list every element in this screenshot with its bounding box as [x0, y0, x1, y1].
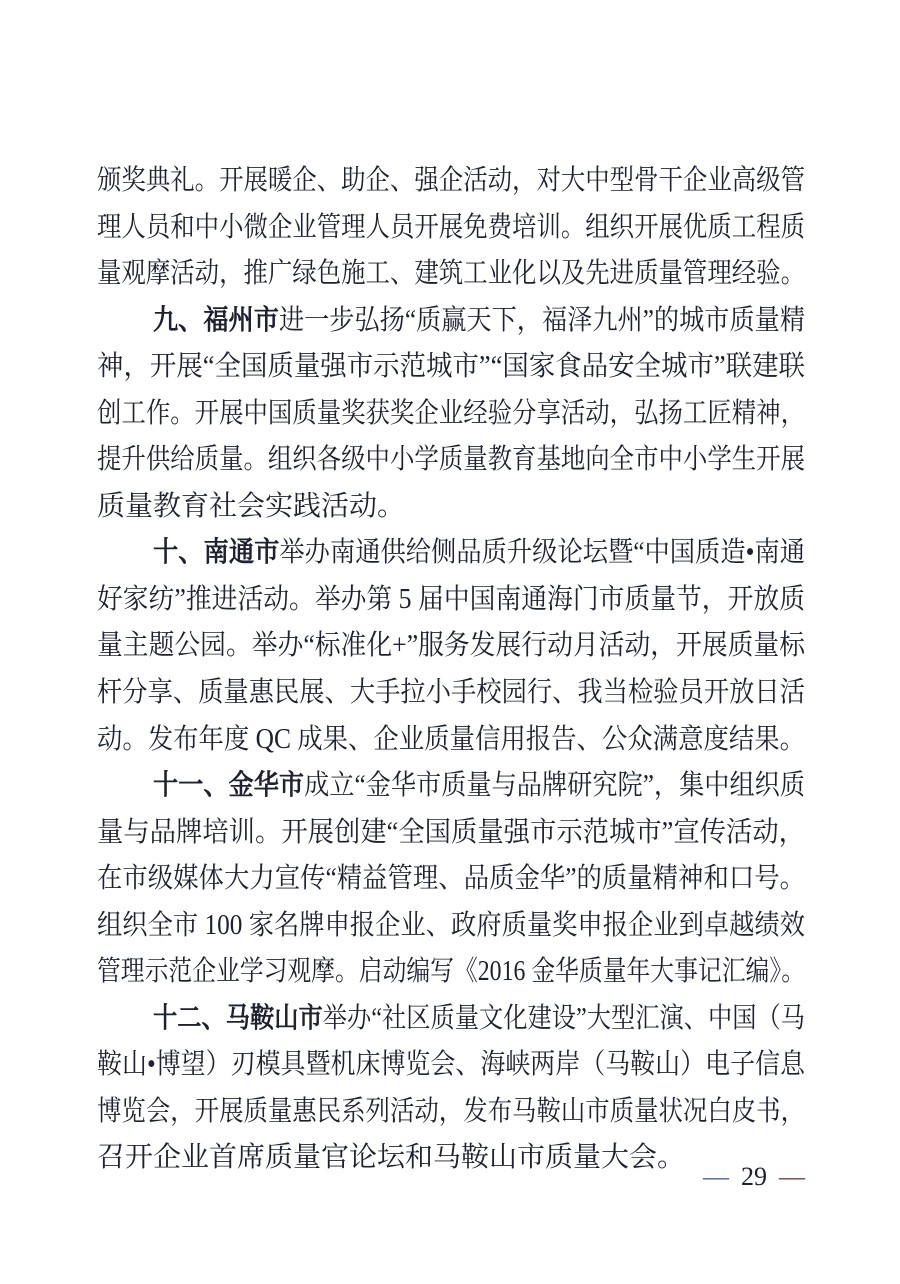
line-text: 创工作。开展中国质量奖获奖企业经验分享活动，弘扬工匠精神，: [97, 397, 805, 429]
line-text: 杆分享、质量惠民展、大手拉小手校园行、我当检验员开放日活: [97, 677, 805, 709]
footer-dash-right: —: [779, 1162, 805, 1191]
line-text: 组织全市 100 家名牌申报企业、政府质量奖申报企业到卓越绩效: [97, 909, 805, 941]
line-text: 动。发布年度 QC 成果、企业质量信用报告、公众满意度结果。: [97, 723, 805, 755]
text-line: [97, 1135, 805, 1182]
line-text: 神，开展“全国质量强市示范城市”“国家食品安全城市”联建联: [97, 351, 805, 383]
line-text: 博览会，开展质量惠民系列活动，发布马鞍山市质量状况白皮书，: [97, 1095, 805, 1127]
line-text: 举办“社区质量文化建设”大型汇演、中国（马: [322, 1002, 805, 1034]
section-heading-maanshan: 十二、马鞍山市: [153, 1002, 323, 1034]
text-line: [97, 437, 805, 484]
line-text: 在市级媒体大力宣传“精益管理、品质金华”的质量精神和口号。: [97, 863, 805, 895]
text-line: [97, 344, 805, 391]
footer-dash-left: —: [703, 1162, 729, 1191]
text-line: [97, 391, 805, 438]
section-heading-nantong: 十、南通市: [153, 537, 280, 569]
text-line: [97, 810, 805, 857]
line-text: 量观摩活动，推广绿色施工、建筑工业化以及先进质量管理经验。: [97, 258, 805, 290]
text-line: [97, 903, 805, 950]
text-line: [97, 670, 805, 717]
text-line: [97, 1042, 805, 1089]
line-text: 颁奖典礼。开展暖企、助企、强企活动，对大中型骨干企业高级管: [97, 165, 805, 196]
text-line: [97, 251, 805, 298]
text-line: [97, 298, 805, 345]
line-text: 量主题公园。举办“标准化+”服务发展行动月活动，开展质量标: [97, 630, 805, 662]
text-line: [97, 717, 805, 764]
line-text: 鞍山•博望）刃模具暨机床博览会、海峡两岸（马鞍山）电子信息: [97, 1049, 805, 1081]
page-number: 29: [741, 1162, 767, 1191]
line-text: 进一步弘扬“质赢天下，福泽九州”的城市质量精: [278, 304, 805, 336]
line-text: 成立“金华市质量与品牌研究院”，集中组织质: [304, 770, 805, 802]
line-text: 管理示范企业学习观摩。启动编写《2016 金华质量年大事记汇编》。: [97, 956, 805, 988]
text-line: [97, 577, 805, 624]
page-footer: [703, 1162, 805, 1192]
line-text: 好家纺”推进活动。举办第 5 届中国南通海门市质量节，开放质: [97, 583, 805, 615]
line-text: 理人员和中小微企业管理人员开展免费培训。组织开展优质工程质: [97, 211, 805, 243]
text-line: [97, 158, 805, 205]
text-line: [97, 856, 805, 903]
text-line: [97, 996, 805, 1043]
text-line: [97, 763, 805, 810]
line-text: 提升供给质量。组织各级中小学质量教育基地向全市中小学生开展: [97, 444, 805, 476]
line-text: 质量教育社会实践活动。: [97, 490, 406, 522]
line-text: 量与品牌培训。开展创建“全国质量强市示范城市”宣传活动，: [97, 816, 805, 848]
text-line: [97, 205, 805, 252]
text-line: [97, 949, 805, 996]
line-text: 召开企业首席质量官论坛和马鞍山市质量大会。: [97, 1142, 686, 1174]
line-text: 举办南通供给侧品质升级论坛暨“中国质造•南通: [279, 537, 805, 569]
text-line: [97, 623, 805, 670]
text-line: [97, 484, 805, 531]
document-body: [97, 158, 805, 1182]
text-line: [97, 530, 805, 577]
text-line: [97, 1089, 805, 1136]
section-heading-fuzhou: 九、福州市: [153, 304, 279, 336]
section-heading-jinhua: 十一、金华市: [153, 770, 305, 802]
